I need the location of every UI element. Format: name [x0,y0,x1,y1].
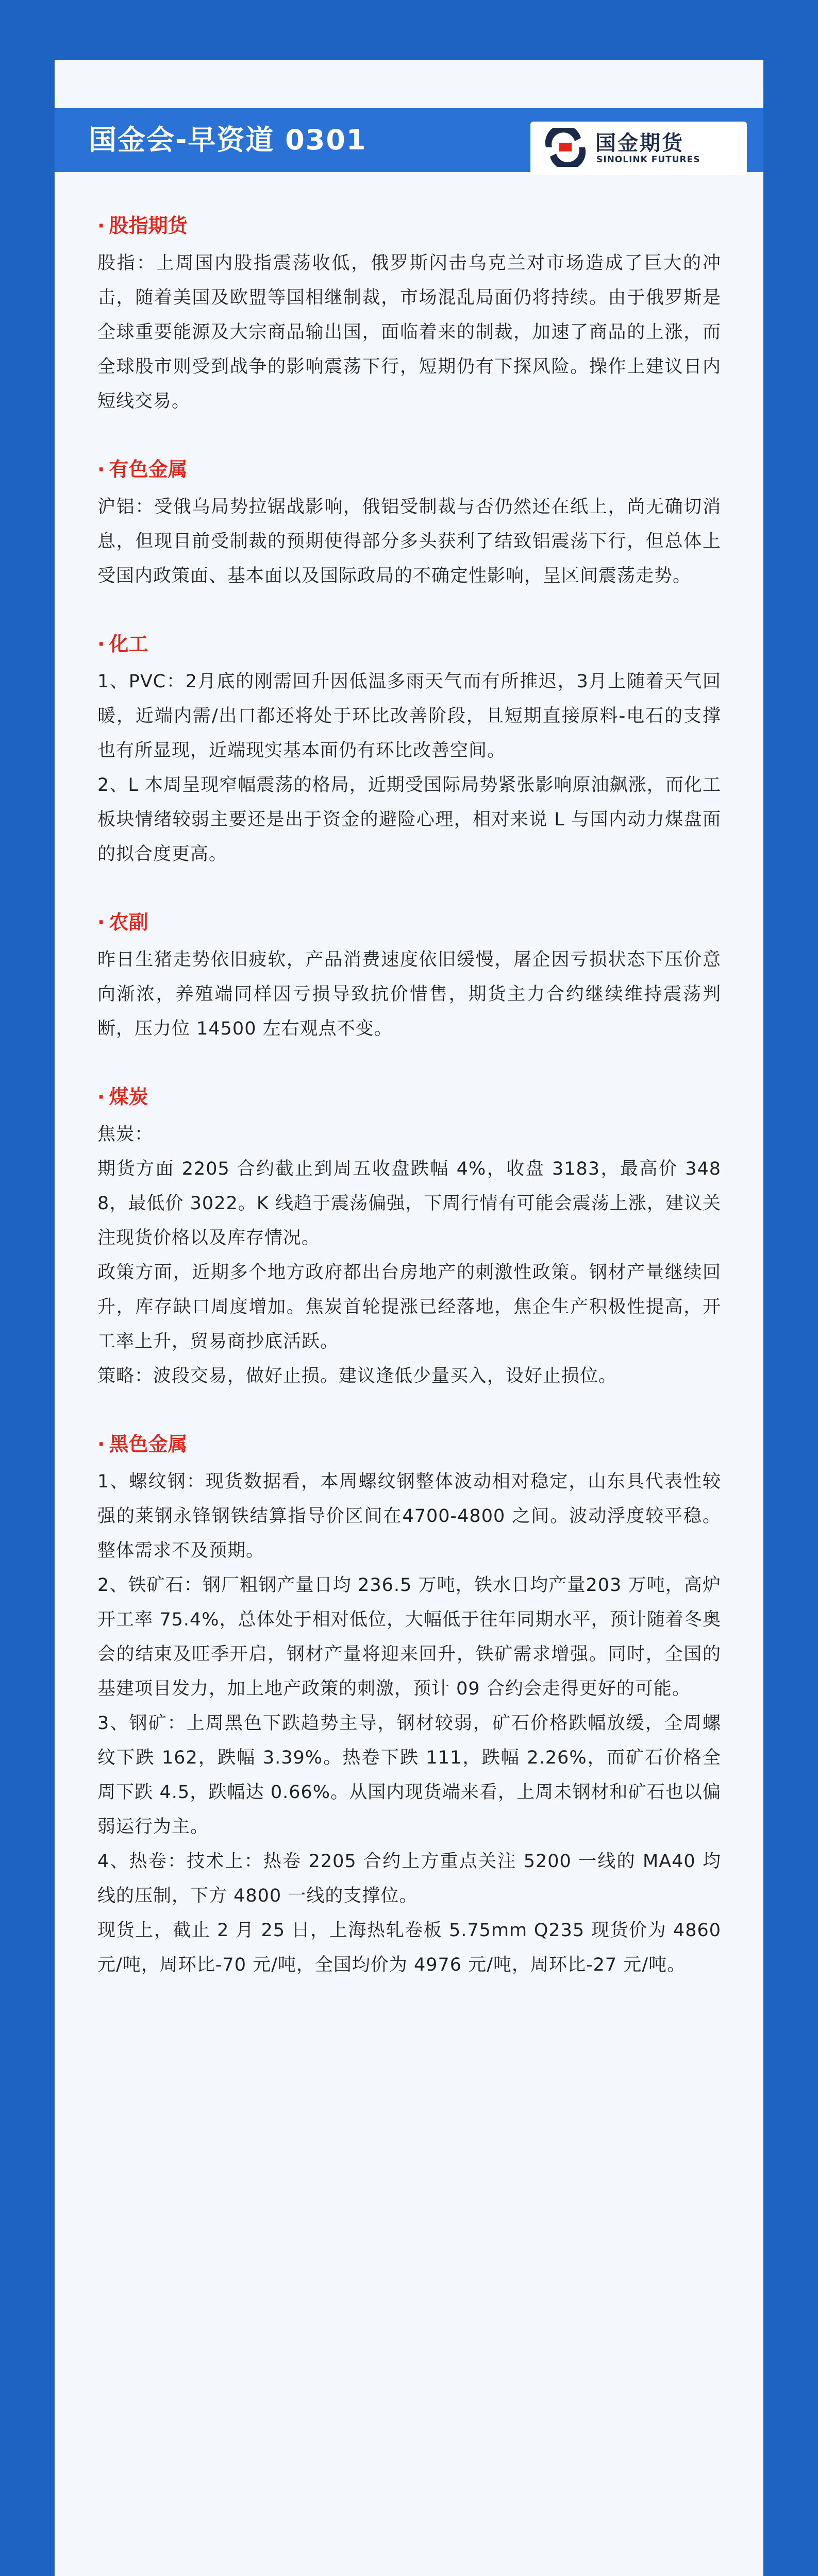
section-title-text: 农副 [109,911,148,934]
section-title [97,908,721,937]
bullet-icon: · [97,633,105,655]
logo-text-en: SINOLINK FUTURES [596,155,700,165]
paragraph: 股指：上周国内股指震荡收低，俄罗斯闪击乌克兰对市场造成了巨大的冲击，随着美国及欧盟等国相继制裁，市场混乱局面仍将持续。由于俄罗斯是全球重要能源及大宗商品输出国，面临着来的制裁，加速了商品的上涨，而全球股市则受到战争的影响震荡下行，短期仍有下探风险。操作上建议日内短线交易。 [97,253,721,412]
header-banner [55,108,763,172]
section [97,455,721,594]
section [97,211,721,419]
paragraph: 现货上，截止 2 月 25 日，上海热轧卷板 5.75mm Q235 现货价为 4860 元/吨，周环比-70 元/吨，全国均价为 4976 元/吨，周环比-27 元/吨。 [97,1920,721,1975]
bullet-icon: · [97,214,105,237]
section [97,1082,721,1394]
logo [530,122,747,175]
section-title [97,630,721,658]
section-title-text: 煤炭 [109,1086,148,1108]
paragraph: 策略：波段交易，做好止损。建议逢低少量买入，设好止损位。 [97,1366,617,1386]
paragraph: 2、L 本周呈现窄幅震荡的格局，近期受国际局势紧张影响原油飙涨，而化工板块情绪较弱主要还是出于资金的避险心理，相对来说 L 与国内动力煤盘面的拟合度更高。 [97,775,721,865]
paragraph: 政策方面，近期多个地方政府都出台房地产的刺激性政策。钢材产量继续回升，库存缺口周度增加。焦炭首轮提涨已经落地，焦企生产积极性提高，开工率上升，贸易商抄底活跃。 [97,1262,721,1352]
section-title [97,1430,721,1459]
paragraph: 4、热卷：技术上：热卷 2205 合约上方重点关注 5200 一线的 MA40 均线的压制，下方 4800 一线的支撑位。 [97,1851,721,1906]
page-title: 国金会-早资道 0301 [89,124,367,156]
section [97,1430,721,1982]
paragraph: 2、铁矿石：钢厂粗钢产量日均 236.5 万吨，铁水日均产量203 万吨，高炉开工率 75.4%，总体处于相对低位，大幅低于往年同期水平，预计随着冬奥会的结束及旺季开启，钢材产量将迎来回升，铁矿需求增强。同时，全国的基建项目发力，加上地产政策的刺激，预计 09 合约会走得更好的可能。 [97,1575,721,1699]
section-title [97,1082,721,1111]
section-title-text: 股指期货 [109,214,188,237]
section-title [97,211,721,240]
paragraph: 昨日生猪走势依旧疲软，产品消费速度依旧缓慢，屠企因亏损状态下压价意向渐浓，养殖端同样因亏损导致抗价惜售，期货主力合约继续维持震荡判断，压力位 14500 左右观点不变。 [97,950,721,1039]
section [97,630,721,872]
paragraph: 1、螺纹钢：现货数据看，本周螺纹钢整体波动相对稳定，山东具代表性较强的莱钢永锋钢铁结算指导价区间在4700-4800 之间。波动浮度较平稳。整体需求不及预期。 [97,1471,721,1561]
paragraph: 沪铝：受俄乌局势拉锯战影响，俄铝受制裁与否仍然还在纸上，尚无确切消息，但现目前受制裁的预期使得部分多头获利了结致铝震荡下行，但总体上受国内政策面、基本面以及国际政局的不确定性影响，呈区间震荡走势。 [97,497,721,586]
sinolink-logo-icon [544,128,587,167]
paragraph: 焦炭： [97,1124,154,1145]
section-title [97,455,721,484]
bullet-icon: · [97,1433,105,1455]
section [97,908,721,1046]
section-title-text: 化工 [109,633,148,655]
section-title-text: 有色金属 [109,458,188,481]
logo-text-cn: 国金期货 [595,131,684,155]
bullet-icon: · [97,911,105,934]
paragraph: 期货方面 2205 合约截止到周五收盘跌幅 4%，收盘 3183，最高价 3488，最低价 3022。K 线趋于震荡偏强，下周行情有可能会震荡上涨，建议关注现货价格以及库存情况。 [97,1159,721,1248]
paragraph: 3、钢矿：上周黑色下跌趋势主导，钢材较弱，矿石价格跌幅放缓，全周螺纹下跌 162，跌幅 3.39%。热卷下跌 111，跌幅 2.26%，而矿石价格全周下跌 4.5，跌幅达 0.66%。从国内现货端来看，上周未钢材和矿石也以偏弱运行为主。 [97,1713,721,1837]
section-title-text: 黑色金属 [109,1433,188,1455]
bullet-icon: · [97,458,105,481]
paragraph: 1、PVC：2月底的刚需回升因低温多雨天气而有所推迟，3月上随着天气回暖，近端内需/出口都还将处于环比改善阶段，且短期直接原料-电石的支撑也有所显现，近端现实基本面仍有环比改善空间。 [97,671,721,761]
report-body [97,211,721,2019]
bullet-icon: · [97,1086,105,1108]
